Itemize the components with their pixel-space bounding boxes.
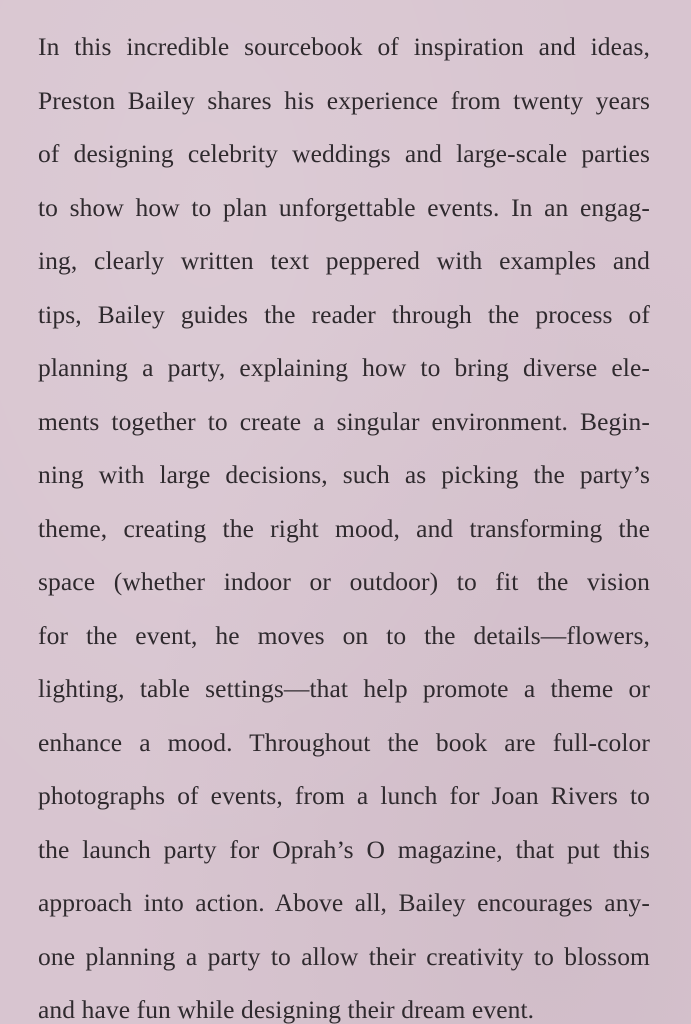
text-line: approach into action. Above all, Bailey encourages any- <box>38 888 650 917</box>
text-line: planning a party, explaining how to bring diverse ele- <box>38 353 650 382</box>
text-line: to show how to plan unforgettable events. In an engag- <box>38 192 650 222</box>
text-line: photographs of events, from a lunch for Joan Rivers to <box>38 781 650 810</box>
text-line: Preston Bailey shares his experience from twenty years <box>38 85 650 115</box>
text-line: of designing celebrity weddings and large-scale parties <box>38 139 650 168</box>
text-line-last: and have fun while designing their dream event. <box>38 995 535 1024</box>
text-line: ing, clearly written text peppered with examples and <box>38 246 650 275</box>
text-line: In this incredible sourcebook of inspiration and ideas, <box>38 32 650 61</box>
text-line: tips, Bailey guides the reader through the process of <box>38 299 650 329</box>
text-line: theme, creating the right mood, and transforming the <box>38 513 650 543</box>
text-line: ning with large decisions, such as picking the party’s <box>38 460 650 489</box>
description-paragraph <box>38 20 650 1024</box>
text-line: ments together to create a singular environment. Begin- <box>38 406 650 436</box>
text-line: enhance a mood. Throughout the book are full-color <box>38 727 650 757</box>
text-line: one planning a party to allow their creativity to blossom <box>38 941 650 971</box>
text-line: lighting, table settings—that help promote a theme or <box>38 674 650 703</box>
text-line: space (whether indoor or outdoor) to fit the vision <box>38 567 650 596</box>
text-line: for the event, he moves on to the details—flowers, <box>38 620 650 650</box>
text-line: the launch party for Oprah’s O magazine, that put this <box>38 834 650 864</box>
